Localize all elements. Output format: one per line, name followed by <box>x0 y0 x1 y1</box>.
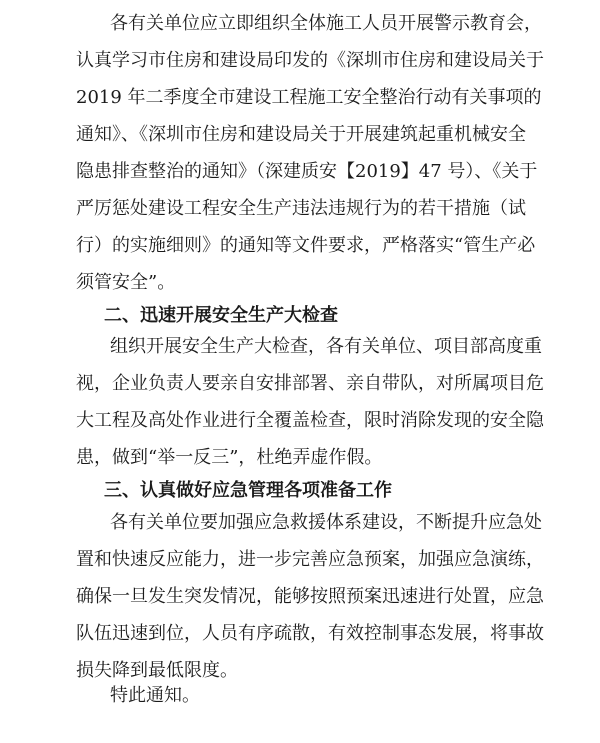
paragraph-safety-inspection <box>76 328 544 476</box>
text-line: 损失降到最低限度。 <box>76 660 238 681</box>
text-line: 确保一旦发生突发情况，能够按照预案迅速进行处置，应急 <box>76 586 544 607</box>
text-line: 大工程及高处作业进行全覆盖检查，限时消除发现的安全隐 <box>76 410 544 431</box>
text-line: 行）的实施细则》的通知等文件要求，严格落实“管生产必 <box>76 235 536 256</box>
text-line: 认真学习市住房和建设局印发的《深圳市住房和建设局关于 <box>76 50 544 71</box>
section-heading-emergency: 三、认真做好应急管理各项准备工作 <box>104 480 392 501</box>
paragraph-emergency-management <box>76 504 544 689</box>
text-line: 患，做到“举一反三”，杜绝弄虚作假。 <box>76 447 383 468</box>
text-line: 严厉惩处建设工程安全生产违法违规行为的若干措施（试 <box>76 198 526 219</box>
closing-notice: 特此通知。 <box>110 685 200 706</box>
text-line: 置和快速反应能力，进一步完善应急预案，加强应急演练， <box>76 549 544 570</box>
text-line: 各有关单位要加强应急救援体系建设，不断提升应急处 <box>110 512 542 533</box>
text-line: 组织开展安全生产大检查，各有关单位、项目部高度重 <box>110 336 542 357</box>
text-line: 视，企业负责人要亲自安排部署、亲自带队，对所属项目危 <box>76 373 544 394</box>
text-line: 须管安全”。 <box>76 272 176 293</box>
text-line: 隐患排查整治的通知》（深建质安【2019】47 号）、《关于 <box>76 161 538 182</box>
text-line: 2019 年二季度全市建设工程施工安全整治行动有关事项的 <box>76 87 542 108</box>
paragraph-warning-education <box>76 5 544 301</box>
section-heading-inspection: 二、迅速开展安全生产大检查 <box>104 305 338 326</box>
text-line: 队伍迅速到位，人员有序疏散，有效控制事态发展，将事故 <box>76 623 544 644</box>
text-line: 通知》、《深圳市住房和建设局关于开展建筑起重机械安全 <box>76 124 526 145</box>
text-line: 各有关单位应立即组织全体施工人员开展警示教育会， <box>110 13 542 34</box>
